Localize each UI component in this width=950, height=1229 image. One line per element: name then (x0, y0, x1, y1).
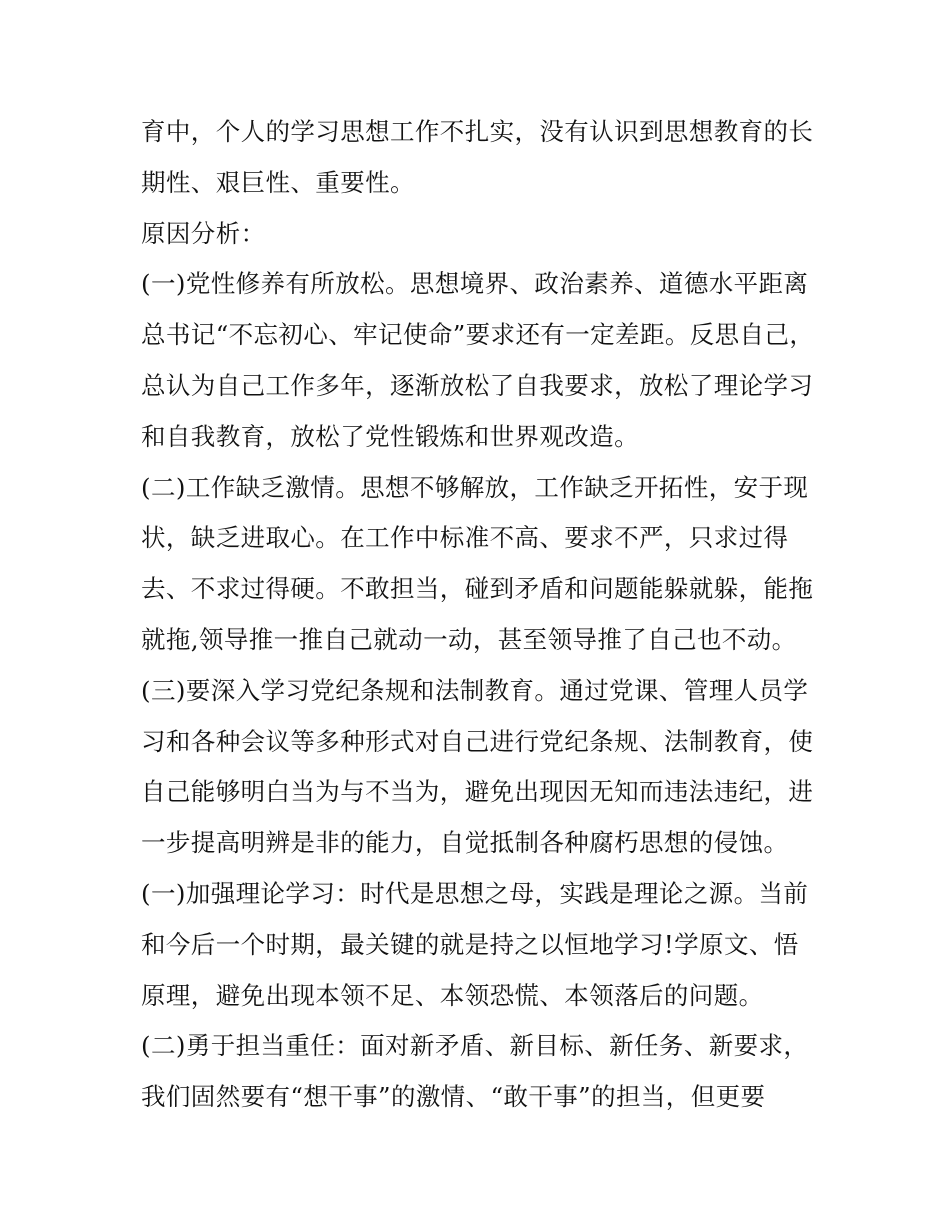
text-line: (一)党性修养有所放松。思想境界、政治素养、道德水平距离 (141, 269, 809, 299)
text-line: 去、不求过得硬。不敢担当，碰到矛盾和问题能躲就躲，能拖 (141, 574, 814, 604)
text-line: 习和各种会议等多种形式对自己进行党纪条规、法制教育，使 (141, 726, 814, 756)
text-line: 状，缺乏进取心。在工作中标准不高、要求不严，只求过得 (141, 523, 789, 553)
section-heading: 原因分析： (141, 218, 266, 248)
text-line: 和自我教育，放松了党性锻炼和世界观改造。 (141, 421, 639, 451)
text-line: (二)勇于担当重任：面对新矛盾、新目标、新任务、新要求， (141, 1031, 809, 1061)
body-text (141, 107, 821, 1123)
text-line: 原理，避免出现本领不足、本领恐慌、本领落后的问题。 (141, 980, 764, 1010)
text-line: (三)要深入学习党纪条规和法制教育。通过党课、管理人员学 (141, 675, 809, 705)
text-line: 我们固然要有“想干事”的激情、“敢干事”的担当，但更要 (141, 1082, 766, 1112)
text-line: 就拖,领导推一推自己就动一动，甚至领导推了自己也不动。 (141, 624, 797, 654)
text-line: (二)工作缺乏激情。思想不够解放，工作缺乏开拓性，安于现 (141, 472, 809, 502)
text-line: (一)加强理论学习：时代是思想之母，实践是理论之源。当前 (141, 878, 809, 908)
text-line: 总书记“不忘初心、牢记使命”要求还有一定差距。反思自己， (141, 320, 815, 350)
text-line: 和今后一个时期，最关键的就是持之以恒地学习!学原文、悟 (141, 929, 799, 959)
text-line: 一步提高明辨是非的能力，自觉抵制各种腐朽思想的侵蚀。 (141, 828, 789, 858)
text-line: 总认为自己工作多年，逐渐放松了自我要求，放松了理论学习 (141, 370, 814, 400)
text-line: 自己能够明白当为与不当为，避免出现因无知而违法违纪，进 (141, 777, 814, 807)
text-line: 期性、艰巨性、重要性。 (141, 167, 415, 197)
text-line: 育中，个人的学习思想工作不扎实，没有认识到思想教育的长 (141, 117, 814, 146)
